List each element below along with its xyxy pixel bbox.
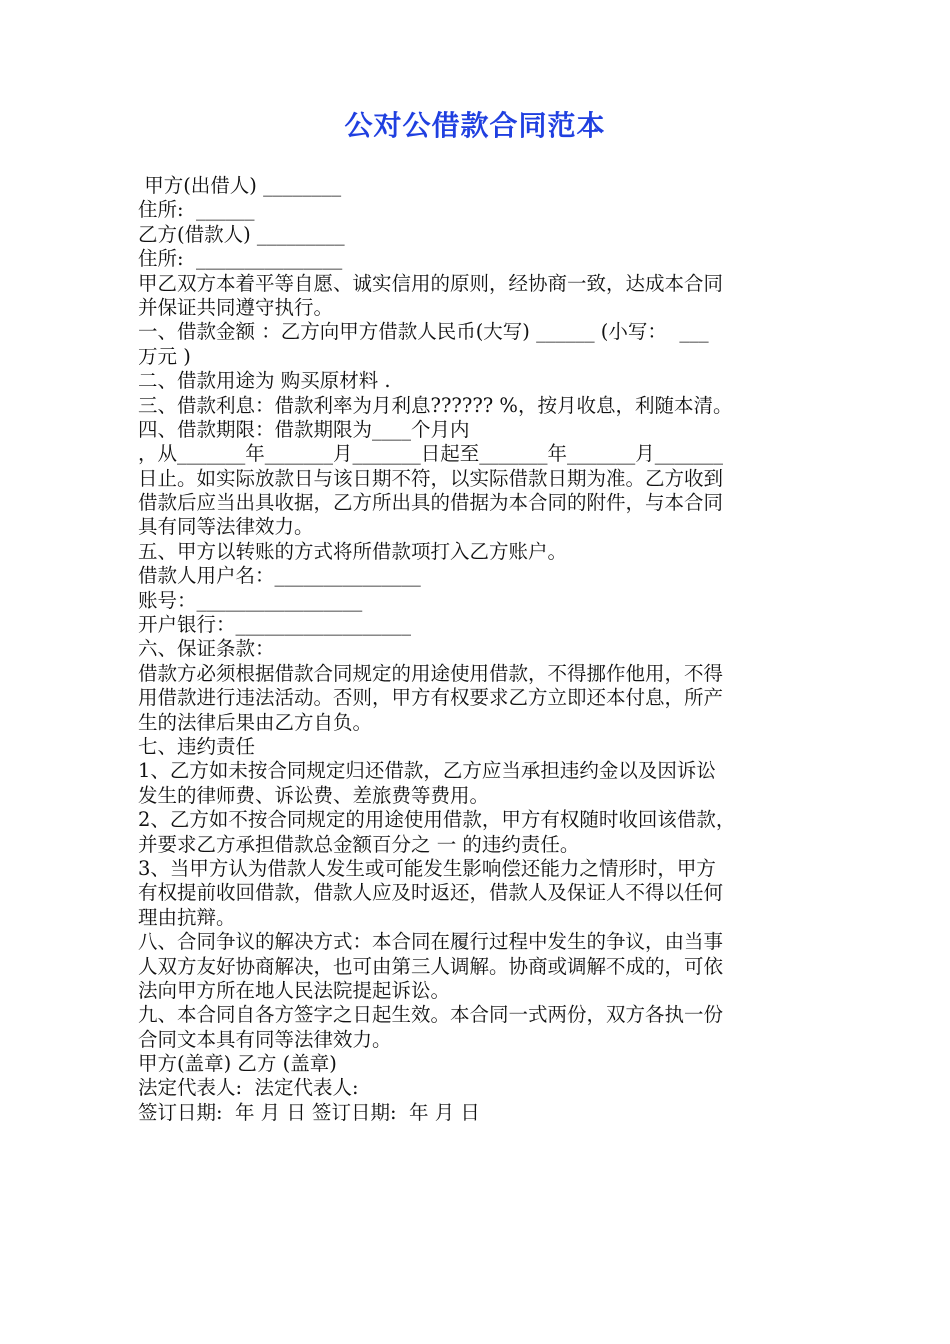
clause-8-line-3: 法向甲方所在地人民法院提起诉讼。 <box>138 978 451 1002</box>
clause-6-heading: 六、保证条款： <box>138 637 275 661</box>
clause-7-item-3-line-2: 有权提前收回借款，借款人应及时返还，借款人及保证人不得以任何 <box>138 881 724 905</box>
clause-6-line-3: 生的法律后果由乙方自负。 <box>138 710 373 734</box>
clause-9-line-1: 九、本合同自各方签字之日起生效。本合同一式两份，双方各执一份 <box>138 1003 724 1027</box>
signature-representative-line: 法定代表人: 法定代表人: <box>138 1076 359 1100</box>
document-title: 公对公借款合同范本 <box>344 109 606 142</box>
clause-7-item-1-line-1: 1、乙方如未按合同规定归还借款，乙方应当承担违约金以及因诉讼 <box>138 759 716 783</box>
clause-4-term-line-2: ，从_______年_______月_______日起至_______年_______月_______ <box>138 442 724 466</box>
clause-7-item-3-line-3: 理由抗辩。 <box>138 905 236 929</box>
preamble-line-2: 并保证共同遵守执行。 <box>138 295 334 319</box>
clause-6-line-1: 借款方必须根据借款合同规定的用途使用借款，不得挪作他用，不得 <box>138 661 724 685</box>
clause-5-transfer: 五、甲方以转账的方式将所借款项打入乙方账户。 <box>138 539 568 563</box>
clause-4-term-line-1: 四、借款期限：借款期限为____个月内 <box>138 417 470 441</box>
signature-seal-line: 甲方(盖章) 乙方 (盖章) <box>138 1052 337 1076</box>
clause-6-line-2: 用借款进行违法活动。否则，甲方有权要求乙方立即还本付息，所产 <box>138 686 724 710</box>
clause-7-item-2-line-1: 2、乙方如不按合同规定的用途使用借款，甲方有权随时收回该借款， <box>138 808 736 832</box>
party-a-lender-line: 甲方(出借人) ________ <box>138 174 342 197</box>
clause-7-item-2-line-2: 并要求乙方承担借款总金额百分之 一 的违约责任。 <box>138 832 580 856</box>
clause-4-term-line-4: 借款后应当出具收据，乙方所出具的借据为本合同的附件，与本合同 <box>138 491 724 515</box>
party-b-borrower-line: 乙方(借款人) _________ <box>138 222 345 246</box>
bank-name-line: 开户银行：__________________ <box>138 613 412 637</box>
clause-7-item-3-line-1: 3、当甲方认为借款人发生或可能发生影响偿还能力之情形时，甲方 <box>138 856 716 880</box>
party-a-address-line: 住所: ______ <box>138 198 255 222</box>
clause-8-line-1: 八、合同争议的解决方式：本合同在履行过程中发生的争议，由当事 <box>138 930 724 954</box>
clause-9-line-2: 合同文本具有同等法律效力。 <box>138 1027 392 1051</box>
contract-body <box>138 174 828 1125</box>
account-number-line: 账号：_________________ <box>138 588 363 612</box>
clause-7-heading: 七、违约责任 <box>138 734 256 758</box>
clause-4-term-line-5: 具有同等法律效力。 <box>138 515 314 539</box>
clause-4-term-line-3: 日止。如实际放款日与该日期不符，以实际借款日期为准。乙方收到 <box>138 466 724 490</box>
signature-date-line: 签订日期: 年 月 日 签订日期: 年 月 日 <box>138 1100 480 1124</box>
clause-1-amount-line-1: 一、借款金额 ：乙方向甲方借款人民币(大写) ______ (小写： ___ <box>138 320 709 344</box>
preamble-line-1: 甲乙双方本着平等自愿、诚实信用的原则，经协商一致，达成本合同 <box>138 271 724 295</box>
borrower-account-name-line: 借款人用户名：_______________ <box>138 564 421 588</box>
clause-3-interest: 三、借款利息：借款利率为月利息?????? %，按月收息，利随本清。 <box>138 393 733 417</box>
party-b-address-line: 住所: _______________ <box>138 247 343 271</box>
clause-7-item-1-line-2: 发生的律师费、诉讼费、差旅费等费用。 <box>138 783 490 807</box>
clause-1-amount-line-2: 万元 ) <box>138 344 191 368</box>
clause-2-purpose: 二、借款用途为 购买原材料 . <box>138 369 391 393</box>
clause-8-line-2: 人双方友好协商解决，也可由第三人调解。协商或调解不成的，可依 <box>138 954 724 978</box>
